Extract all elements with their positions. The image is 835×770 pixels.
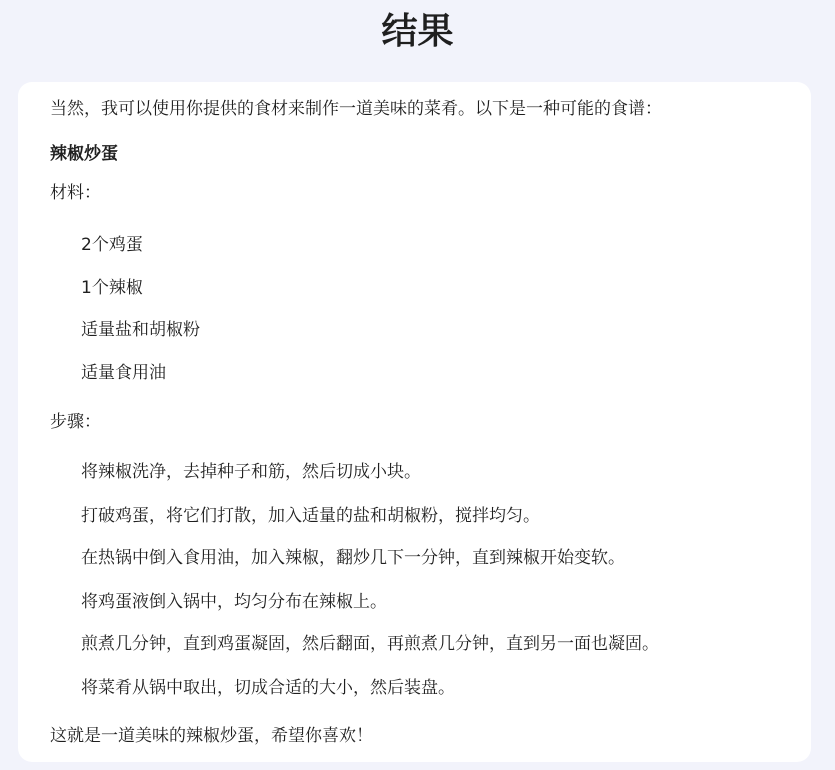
step-item: 将辣椒洗净，去掉种子和筋，然后切成小块。 <box>81 462 421 482</box>
dish-name: 辣椒炒蛋 <box>50 144 118 164</box>
ingredient-item: 1个辣椒 <box>81 278 143 298</box>
closing-text: 这就是一道美味的辣椒炒蛋，希望你喜欢！ <box>50 726 373 746</box>
page-title: 结果 <box>381 11 454 52</box>
ingredient-item: 适量盐和胡椒粉 <box>81 320 200 340</box>
step-item: 将鸡蛋液倒入锅中，均匀分布在辣椒上。 <box>81 592 387 612</box>
intro-text: 当然，我可以使用你提供的食材来制作一道美味的菜肴。以下是一种可能的食谱： <box>50 99 662 119</box>
step-item: 打破鸡蛋，将它们打散，加入适量的盐和胡椒粉，搅拌均匀。 <box>81 506 540 526</box>
ingredient-item: 2个鸡蛋 <box>81 235 143 255</box>
step-item: 在热锅中倒入食用油，加入辣椒，翻炒几下一分钟，直到辣椒开始变软。 <box>81 548 625 568</box>
ingredients-label: 材料： <box>50 183 101 203</box>
result-card <box>18 82 811 762</box>
step-item: 煎煮几分钟，直到鸡蛋凝固，然后翻面，再煎煮几分钟，直到另一面也凝固。 <box>81 634 659 654</box>
step-item: 将菜肴从锅中取出，切成合适的大小，然后装盘。 <box>81 678 455 698</box>
ingredient-item: 适量食用油 <box>81 363 166 383</box>
steps-label: 步骤： <box>50 412 101 432</box>
